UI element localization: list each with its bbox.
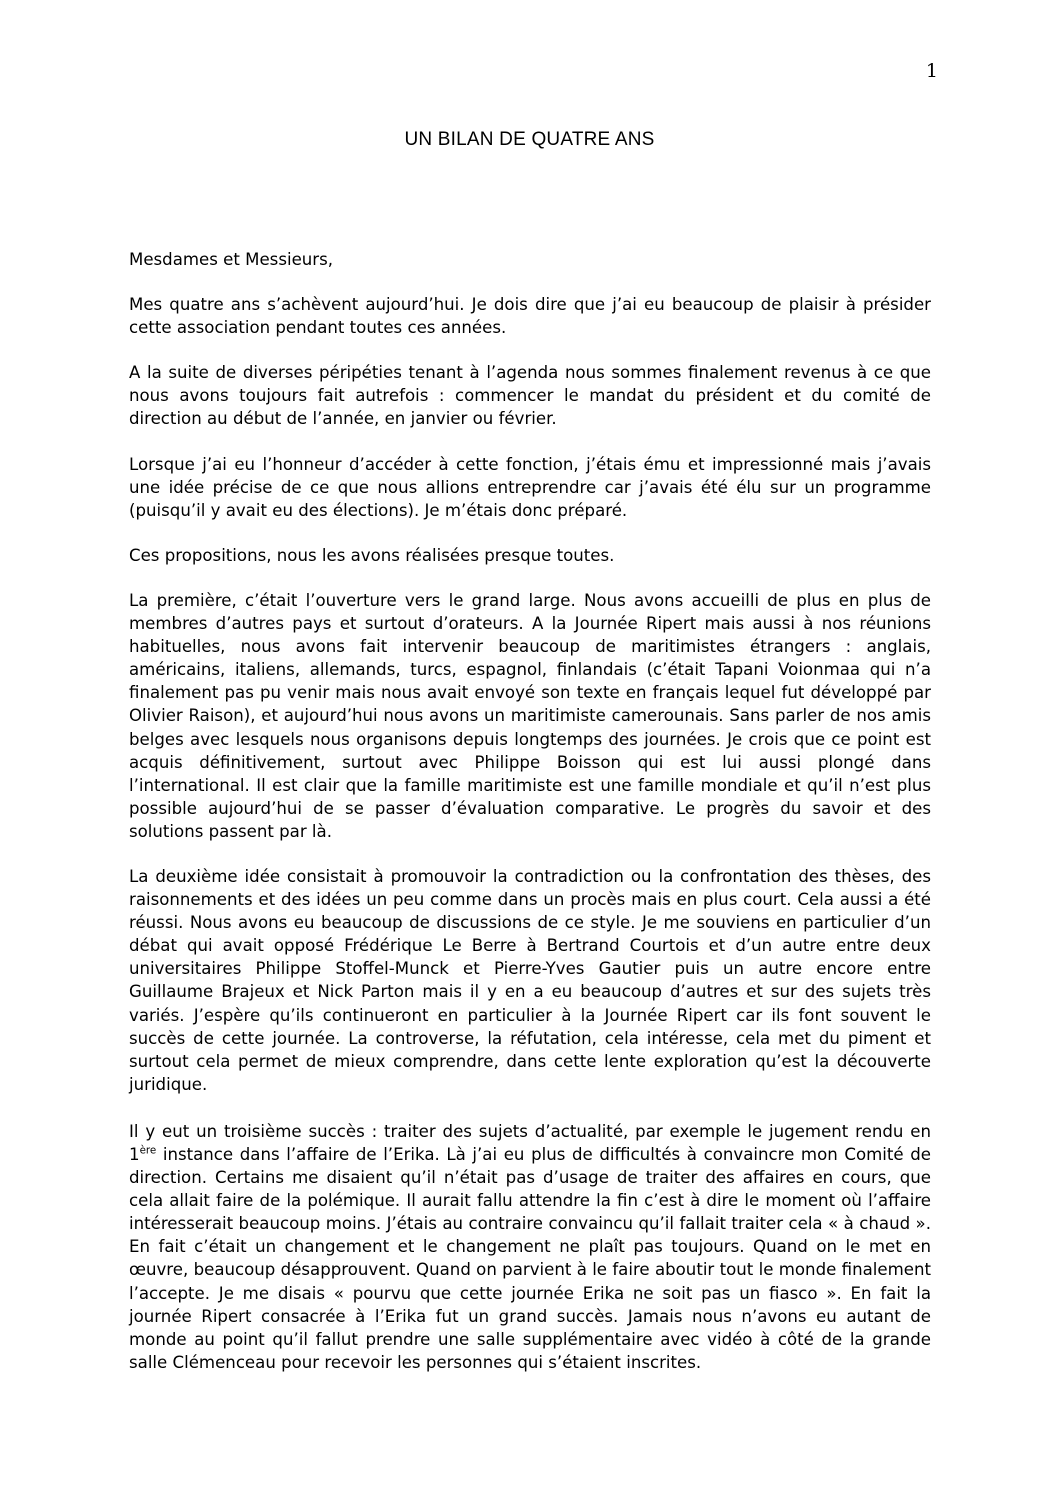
paragraph-3: Lorsque j’ai eu l’honneur d’accéder à cette fonction, j’étais ému et impressionné mais j’avais une idée précise de ce que nous allions entreprendre car j’avais été élu sur un programme (puisqu’il y avait eu des élections). Je m’étais donc préparé. (129, 454, 937, 520)
page-number: 1 (925, 60, 938, 82)
paragraph-6: La deuxième idée consistait à promouvoir la contradiction ou la confrontation des thèses, des raisonnements et des idées un peu comme dans un procès mais en plus court. Cela aussi a été réussi. Nous avons eu beaucoup de discussions de ce style. Je me souviens en particulier d’un débat qui avait opposé Frédérique Le Berre à Bertrand Courtois et d’un autre entre deux universitaires Philippe Stoffel-Munck et Pierre-Yves Gautier puis un autre encore entre Guillaume Brajeux et Nick Parton mais il y en a eu beaucoup d’autres et sur des sujets très variés. J’espère qu’ils continueront en particulier à la Journée Ripert car ils font souvent le succès de cette journée. La controverse, la réfutation, cela intéresse, cela met du piment et surtout cela permet de mieux comprendre, dans cette lente exploration qu’est la découverte juridique. (129, 866, 937, 1094)
paragraph-salutation: Mesdames et Messieurs, (129, 250, 334, 269)
paragraph-7-text-before: Il y eut un troisième succès : traiter des sujets d’actualité, par exemple le jugement rendu en 1 (129, 1121, 937, 1164)
paragraph-2: A la suite de diverses péripéties tenant à l’agenda nous sommes finalement revenus à ce que nous avons toujours fait autrefois : commencer le mandat du président et du comité de direction au début de l’année, en janvier ou février. (129, 363, 937, 429)
paragraph-5: La première, c’était l’ouverture vers le grand large. Nous avons accueilli de plus en plus de membres d’autres pays et surtout d’orateurs. A la Journée Ripert mais aussi à nos réunions habituelles, nous avons fait intervenir beaucoup de maritimistes étrangers : anglais, américains, italiens, allemands, turcs, espagnol, finlandais (c’était Tapani Voionmaa qui n’a finalement pas pu venir mais nous avait envoyé son texte en français lequel fut développé par Olivier Raison), et aujourd’hui nous avons un maritimiste camerounais. Sans parler de nos amis belges avec lesquels nous organisons depuis longtemps des journées. Je crois que ce point est acquis définitivement, surtout avec Philippe Boisson qui est lui aussi plongé dans l’international. Il est clair que la famille maritimiste est une famille mondiale et qu’il n’est plus possible aujourd’hui de se passer d’évaluation comparative. Le progrès du savoir et des solutions passent par là. (129, 590, 937, 841)
paragraph-7-text-after: instance dans l’affaire de l’Erika. Là j’ai eu plus de difficultés à convaincre mon Comité de direction. Certains me disaient qu’il n’était pas d’usage de traiter des affaires en cours, que cela allait faire de la polémique. Il aurait fallu attendre la fin c’est à dire le moment où l’affaire intéresserait beaucoup moins. J’étais au contraire convaincu qu’il fallait traiter cela « à chaud ». En fait c’était un changement et le changement ne plaît pas toujours. Quand on le met en œuvre, beaucoup désapprouvent. Quand on parvient à le faire aboutir tout le monde finalement l’accepte. Je me disais « pourvu que cette journée Erika ne soit pas un fiasco ». En fait la journée Ripert consacrée à l’Erika fut un grand succès. Jamais nous n’avons eu autant de monde au point qu’il fallut prendre une salle supplémentaire avec vidéo à côté de la grande salle Clémenceau pour recevoir les personnes qui s’étaient inscrites. (129, 1145, 937, 1372)
paragraph-1: Mes quatre ans s’achèvent aujourd’hui. Je dois dire que j’ai eu beaucoup de plaisir à présider cette association pendant toutes ces années. (129, 295, 937, 338)
paragraph-4: Ces propositions, nous les avons réalisées presque toutes. (129, 545, 615, 565)
paragraph-7 (129, 1120, 937, 1374)
page-title: UN BILAN DE QUATRE ANS (404, 129, 655, 150)
document-body (129, 248, 937, 1374)
ordinal-superscript: ère (139, 1144, 157, 1157)
